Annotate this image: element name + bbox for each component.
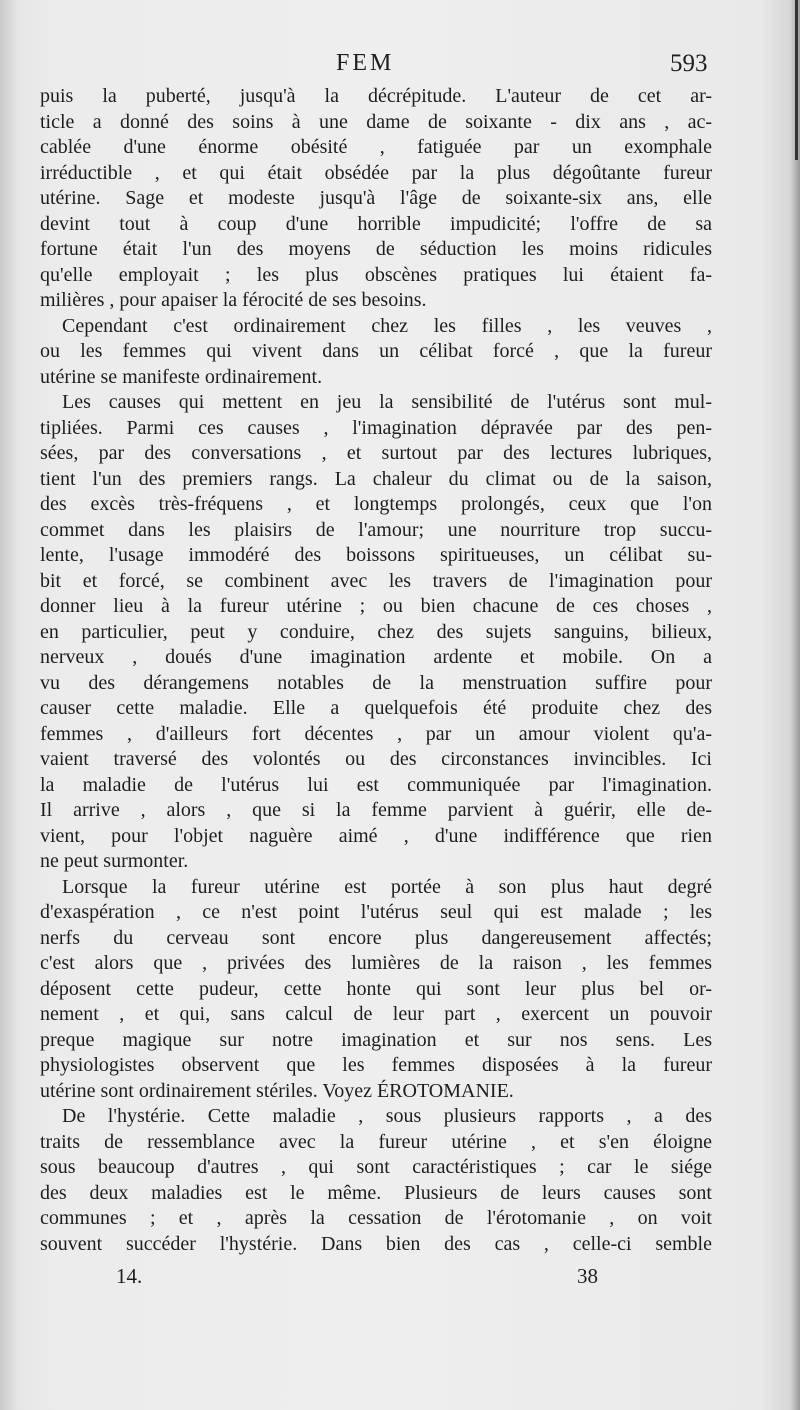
text-line: utérine sont ordinairement stériles. Voyez ÉROTOMANIE. (40, 1079, 514, 1102)
signature-mark: 14. (116, 1264, 143, 1288)
text-line: Cependant c'est ordinairement chez les filles , les veuves , (62, 314, 712, 337)
text-line: sées, par des conversations , et surtout par des lectures lubriques, (40, 442, 712, 464)
text-line: lente, l'usage immodéré des boissons spiritueuses, un célibat su- (40, 544, 712, 566)
text-line: cablée d'une énorme obésité , fatiguée par un exomphale (40, 136, 712, 158)
text-line: la maladie de l'utérus lui est communiquée par l'imagination. (40, 773, 712, 796)
text-line: physiologistes observent que les femmes disposées à la fureur (40, 1054, 712, 1076)
text-line: bit et forcé, se combinent avec les travers de l'imagination pour (40, 569, 712, 592)
text-line: puis la puberté, jusqu'à la décrépitude. L'auteur de cet ar- (40, 85, 712, 107)
running-title: FEM (336, 50, 395, 76)
text-line: nerfs du cerveau sont encore plus dangereusement affectés; (40, 926, 712, 949)
text-line: Lorsque la fureur utérine est portée à son plus haut degré (62, 875, 712, 898)
text-line: Il arrive , alors , que si la femme parvient à guérir, elle de- (40, 799, 712, 821)
text-line: ne peut surmonter. (40, 850, 189, 872)
text-line: vient, pour l'objet naguère aimé , d'une indifférence que rien (40, 824, 712, 847)
text-line: nement , et qui, sans calcul de leur part , exercent un pouvoir (40, 1003, 712, 1025)
text-line: déposent cette pudeur, cette honte qui sont leur plus bel or- (40, 977, 712, 1000)
text-line: qu'elle employait ; les plus obscènes pratiques lui étaient fa- (40, 263, 712, 286)
text-line: communes ; et , après la cessation de l'érotomanie , on voit (40, 1207, 712, 1229)
running-head (0, 50, 800, 86)
text-line: fortune était l'un des moyens de séduction les moins ridicules (40, 238, 712, 260)
text-line: milières , pour apaiser la férocité de ses besoins. (40, 289, 427, 311)
text-line: commet dans les plaisirs de l'amour; une nourriture trop succu- (40, 518, 712, 541)
sheet-number: 38 (577, 1264, 598, 1288)
text-line: des deux maladies est le même. Plusieurs de leurs causes sont (40, 1181, 712, 1204)
text-line: vaient traversé des volontés ou des circonstances invincibles. Ici (40, 748, 712, 770)
text-line: des excès très-fréquens , et longtemps prolongés, ceux que l'on (40, 493, 712, 515)
text-line: preque magique sur notre imagination et sur nos sens. Les (40, 1028, 712, 1051)
text-line: nerveux , doués d'une imagination ardente et mobile. On a (40, 646, 712, 668)
text-line: ticle a donné des soins à une dame de soixante - dix ans , ac- (40, 110, 712, 133)
text-line: utérine se manifeste ordinairement. (40, 365, 323, 388)
text-line: irréductible , et qui était obsédée par la plus dégoûtante fureur (40, 161, 712, 184)
page-footer (0, 1264, 800, 1294)
text-line: sous beaucoup d'autres , qui sont caractéristiques ; car le siége (40, 1156, 712, 1178)
text-line: femmes , d'ailleurs fort décentes , par un amour violent qu'a- (40, 722, 712, 745)
text-line: De l'hystérie. Cette maladie , sous plusieurs rapports , a des (62, 1105, 712, 1127)
text-line: traits de ressemblance avec la fureur utérine , et s'en éloigne (40, 1130, 712, 1153)
text-line: ou les femmes qui vivent dans un célibat forcé , que la fureur (40, 340, 712, 362)
text-line: souvent succéder l'hystérie. Dans bien des cas , celle-ci semble (40, 1232, 712, 1255)
text-line: en particulier, peut y conduire, chez des sujets sanguins, bilieux, (40, 620, 712, 643)
text-line: utérine. Sage et modeste jusqu'à l'âge de soixante-six ans, elle (40, 187, 712, 209)
text-line: c'est alors que , privées des lumières de la raison , les femmes (40, 952, 712, 974)
text-line: tient l'un des premiers rangs. La chaleur du climat ou de la saison, (40, 467, 712, 490)
text-line: donner lieu à la fureur utérine ; ou bien chacune de ces choses , (40, 595, 712, 617)
text-line: Les causes qui mettent en jeu la sensibilité de l'utérus sont mul- (62, 391, 712, 413)
text-line: causer cette maladie. Elle a quelquefois été produite chez des (40, 697, 712, 719)
text-line: vu des dérangemens notables de la menstruation suffire pour (40, 671, 712, 694)
text-line: d'exaspération , ce n'est point l'utérus seul qui est malade ; les (40, 901, 712, 923)
text-line: devint tout à coup d'une horrible impudicité; l'offre de sa (40, 212, 712, 235)
page-number: 593 (670, 50, 708, 77)
text-line: tipliées. Parmi ces causes , l'imagination dépravée par des pen- (40, 416, 712, 439)
body-text (40, 84, 712, 1257)
